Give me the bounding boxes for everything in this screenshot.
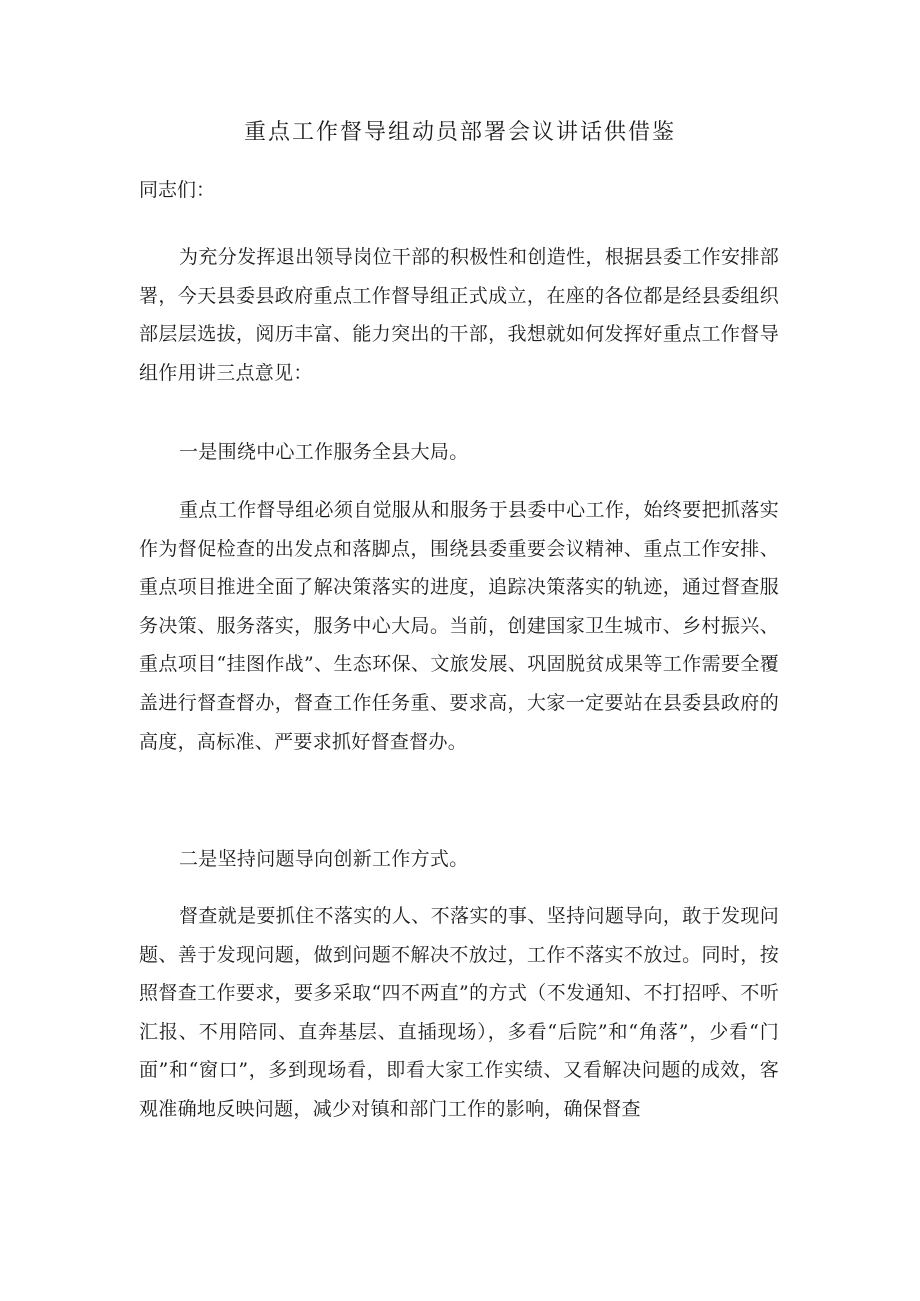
- document-title: 重点工作督导组动员部署会议讲话供借鉴: [243, 120, 676, 145]
- paragraph-section-2: 督查就是要抓住不落实的人、不落实的事、坚持问题导向，敢于发现问题、善于发现问题，做到问题不解决不放过，工作不落实不放过。同时，按照督查工作要求，要多采取“四不两直”的方式（不发通知、不打招呼、不听汇报、不用陪同、直奔基层、直插现场），多看“后院”和“角落”，少看“门面”和“窗口”，多到现场看，即看大家工作实绩、又看解决问题的成效，客观准确地反映问题，减少对镇和部门工作的影响，确保督查: [139, 905, 779, 1120]
- paragraph-section-1: 重点工作督导组必须自觉服从和服务于县委中心工作，始终要把抓落实作为督促检查的出发点和落脚点，围绕县委重要会议精神、重点工作安排、重点项目推进全面了解决策落实的进度，追踪决策落实的轨迹，通过督查服务决策、服务落实，服务中心大局。当前，创建国家卫生城市、乡村振兴、重点项目“挂图作战”、生态环保、文旅发展、巩固脱贫成果等工作需要全覆盖进行督查督办，督查工作任务重、要求高，大家一定要站在县委县政府的高度，高标准、严要求抓好督查督办。: [139, 499, 779, 753]
- paragraph-intro: 为充分发挥退出领导岗位干部的积极性和创造性，根据县委工作安排部署，今天县委县政府重点工作督导组正式成立，在座的各位都是经县委组织部层层选拔，阅历丰富、能力突出的干部，我想就如何发挥好重点工作督导组作用讲三点意见：: [139, 246, 779, 384]
- section-heading-1: 一是围绕中心工作服务全县大局。: [179, 441, 469, 463]
- salutation: 同志们：: [139, 179, 216, 201]
- section-heading-2: 二是坚持问题导向创新工作方式。: [179, 848, 469, 870]
